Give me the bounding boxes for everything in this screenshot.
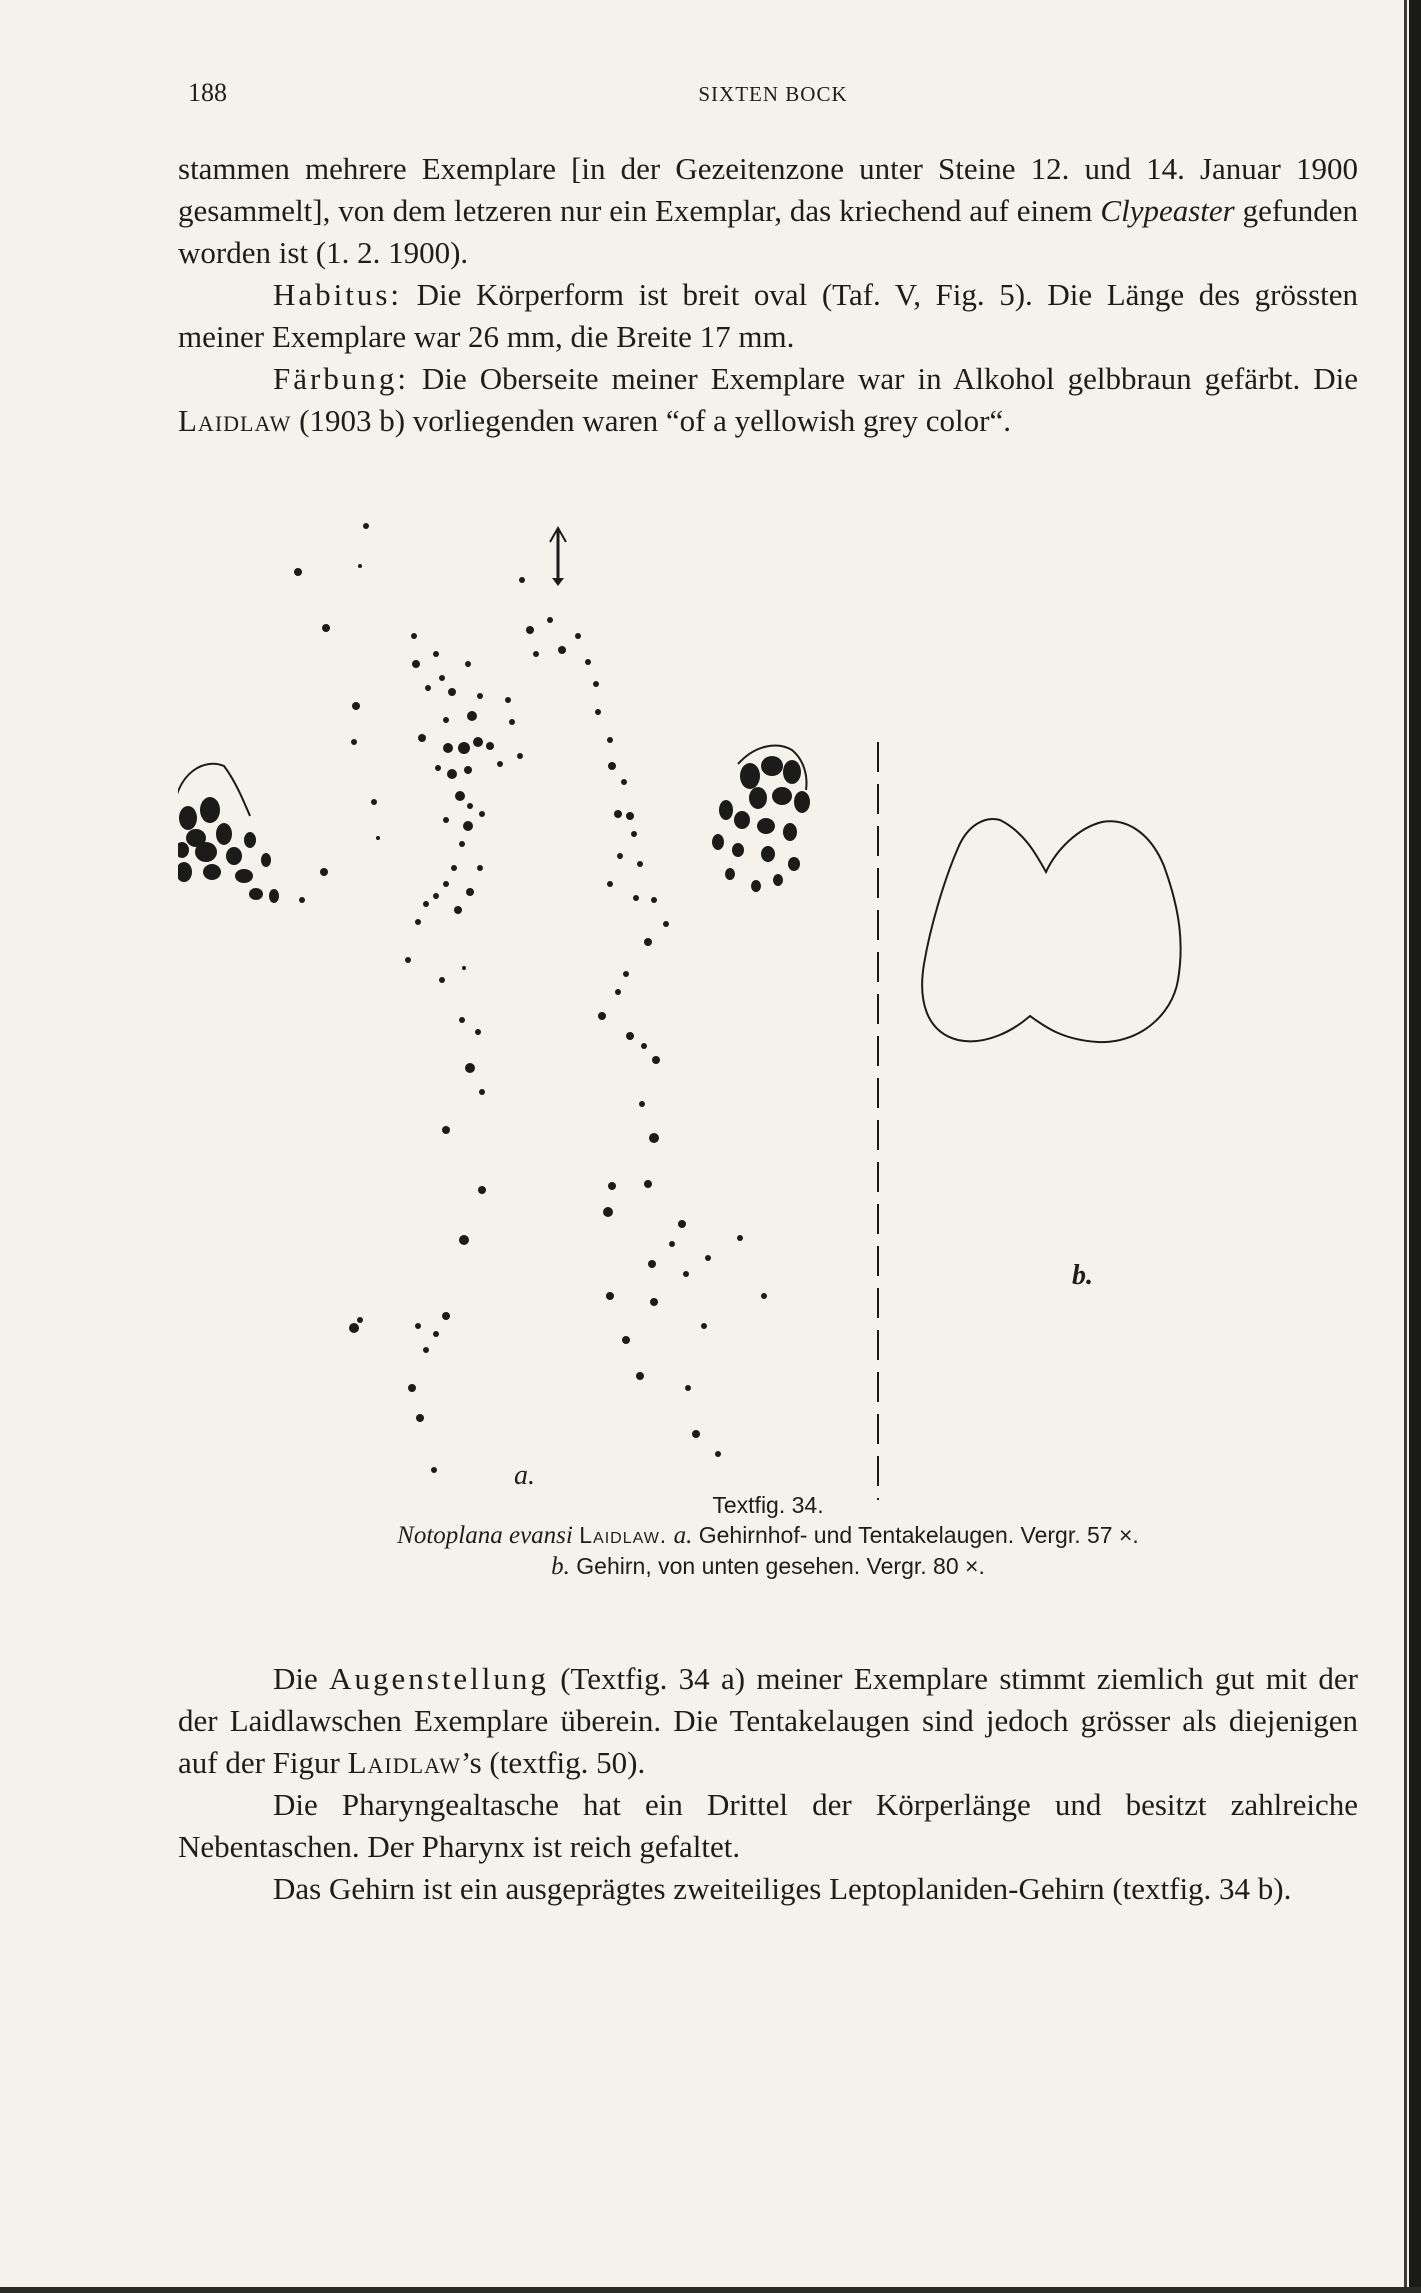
genus-name: Clypeaster <box>1100 193 1235 228</box>
figure-caption <box>178 1490 1358 1582</box>
eye-spots-right-tentacle <box>712 746 810 892</box>
figure-label-a: a. <box>514 1460 535 1491</box>
textfig-34 <box>178 520 1358 1500</box>
caption-line-b: b. Gehirn, von unten gesehen. Vergr. 80 ×. <box>551 1553 985 1580</box>
orientation-arrow-icon <box>550 528 566 586</box>
intro-paragraph-1: stammen mehrere Exemplare [in der Gezeitenzone unter Steine 12. und 14. Januar 1900 gesammelt], von dem letzeren nur ein Exemplar, das kriechend auf einem Clypeaster gefunden worden ist (1. 2. 1900). <box>178 151 1358 270</box>
figure-label-b: b. <box>1072 1260 1093 1291</box>
body-text <box>178 1658 1358 1910</box>
intro-text <box>178 148 1358 442</box>
caption-title: Textfig. 34. <box>712 1492 824 1518</box>
body-paragraph-gehirn: Das Gehirn ist ein ausgeprägtes zweiteiliges Leptoplaniden-Gehirn (textfig. 34 b). <box>273 1871 1292 1906</box>
running-head: SIXTEN BOCK <box>698 82 848 106</box>
caption-line-a: Notoplana evansi Laidlaw. a. Gehirnhof- und Tentakelaugen. Vergr. 57 ×. <box>397 1522 1139 1549</box>
figure-drawing <box>178 520 1358 1500</box>
page-edge-line <box>1404 0 1407 2293</box>
eye-spots-right-brain <box>411 577 767 1457</box>
eye-spots-left-brain <box>294 523 523 1473</box>
eye-spots-left-tentacle <box>178 764 279 903</box>
caption-author: Laidlaw. <box>579 1522 668 1548</box>
augenstellung-term: Augenstellung <box>329 1661 549 1696</box>
book-spine-shadow <box>1409 0 1421 2293</box>
author-name: Laidlaw <box>178 403 292 438</box>
intro-paragraph-faerbung: Färbung: Die Oberseite meiner Exemplare war in Alkohol gelbbraun gefärbt. Die Laidlaw (1903 b) vorliegenden waren “of a yellowish grey color“. <box>178 361 1358 438</box>
faerbung-label: Färbung: <box>273 361 409 396</box>
intro-paragraph-habitus: Habitus: Die Körperform ist breit oval (Taf. V, Fig. 5). Die Länge des grössten meiner Exemplare war 26 mm, die Breite 17 mm. <box>178 277 1358 354</box>
page-number: 188 <box>188 78 227 107</box>
body-paragraph-pharynx: Die Pharyngealtasche hat ein Drittel der Körperlänge und besitzt zahlreiche Nebentaschen. Der Pharynx ist reich gefaltet. <box>178 1787 1358 1864</box>
body-paragraph-augenstellung: Die Augenstellung (Textfig. 34 a) meiner Exemplare stimmt ziemlich gut mit der der Laidlawschen Exemplare überein. Die Tentakelaugen sind jedoch grösser als diejenigen auf der Figur Laidlaw’s (textfig. 50). <box>178 1661 1358 1780</box>
author-name-2: Laidlaw <box>347 1745 461 1780</box>
page-header <box>188 78 1358 112</box>
caption-species: Notoplana evansi <box>397 1522 573 1549</box>
page-bottom-edge <box>0 2287 1421 2293</box>
brain-outline <box>922 819 1180 1042</box>
habitus-label: Habitus: <box>273 277 403 312</box>
